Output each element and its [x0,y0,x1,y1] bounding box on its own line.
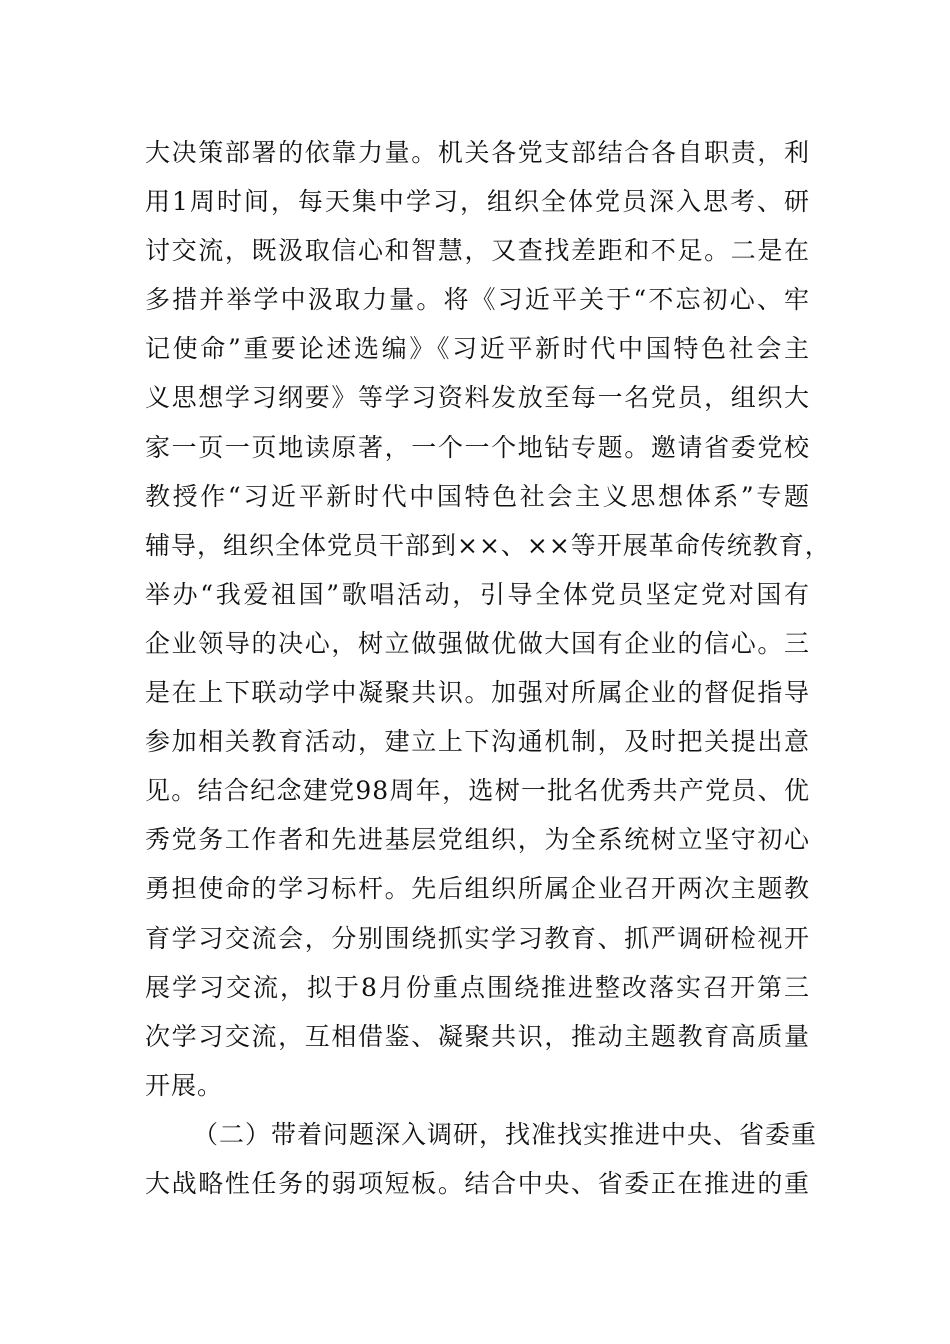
text-line: 企业领导的决心，树立做强做优做大国有企业的信心。三 [145,628,810,658]
text-line: 举办“我爱祖国”歌唱活动，引导全体党员坚定党对国有 [145,579,810,609]
text-line: 秀党务工作者和先进基层党组织，为全系统树立坚守初心 [145,825,810,855]
text-line: 育学习交流会，分别围绕抓实学习教育、抓严调研检视开 [145,923,810,953]
document-body [145,128,831,1208]
text-line: 次学习交流，互相借鉴、凝聚共识，推动主题教育高质量 [145,1021,810,1051]
text-line: 大战略性任务的弱项短板。结合中央、省委正在推进的重 [145,1168,810,1198]
text-line: 多措并举学中汲取力量。将《习近平关于“不忘初心、牢 [145,285,810,315]
text-line: 家一页一页地读原著，一个一个地钻专题。邀请省委党校 [145,432,810,462]
text-line: 义思想学习纲要》等学习资料发放至每一名党员，组织大 [145,383,810,413]
text-line: 教授作“习近平新时代中国特色社会主义思想体系”专题 [145,481,810,511]
text-line: 见。结合纪念建党98周年，选树一批名优秀共产党员、优 [145,776,810,806]
text-line: 开展。 [145,1070,224,1100]
text-line: 展学习交流，拟于8月份重点围绕推进整改落实召开第三 [145,972,810,1002]
text-line: 是在上下联动学中凝聚共识。加强对所属企业的督促指导 [145,678,810,708]
text-line: 勇担使命的学习标杆。先后组织所属企业召开两次主题教 [145,874,810,904]
text-line: 记使命”重要论述选编》《习近平新时代中国特色社会主 [145,334,810,364]
text-line: 参加相关教育活动，建立上下沟通机制，及时把关提出意 [145,727,810,757]
text-line: 用1周时间，每天集中学习，组织全体党员深入思考、研 [145,187,810,217]
text-line: 讨交流，既汲取信心和智慧，又查找差距和不足。二是在 [145,236,810,266]
section-heading-line: （二）带着问题深入调研，找准找实推进中央、省委重 [193,1119,818,1149]
text-line: 大决策部署的依靠力量。机关各党支部结合各自职责，利 [145,138,810,167]
text-line: 辅导，组织全体党员干部到××、××等开展革命传统教育， [145,530,831,560]
